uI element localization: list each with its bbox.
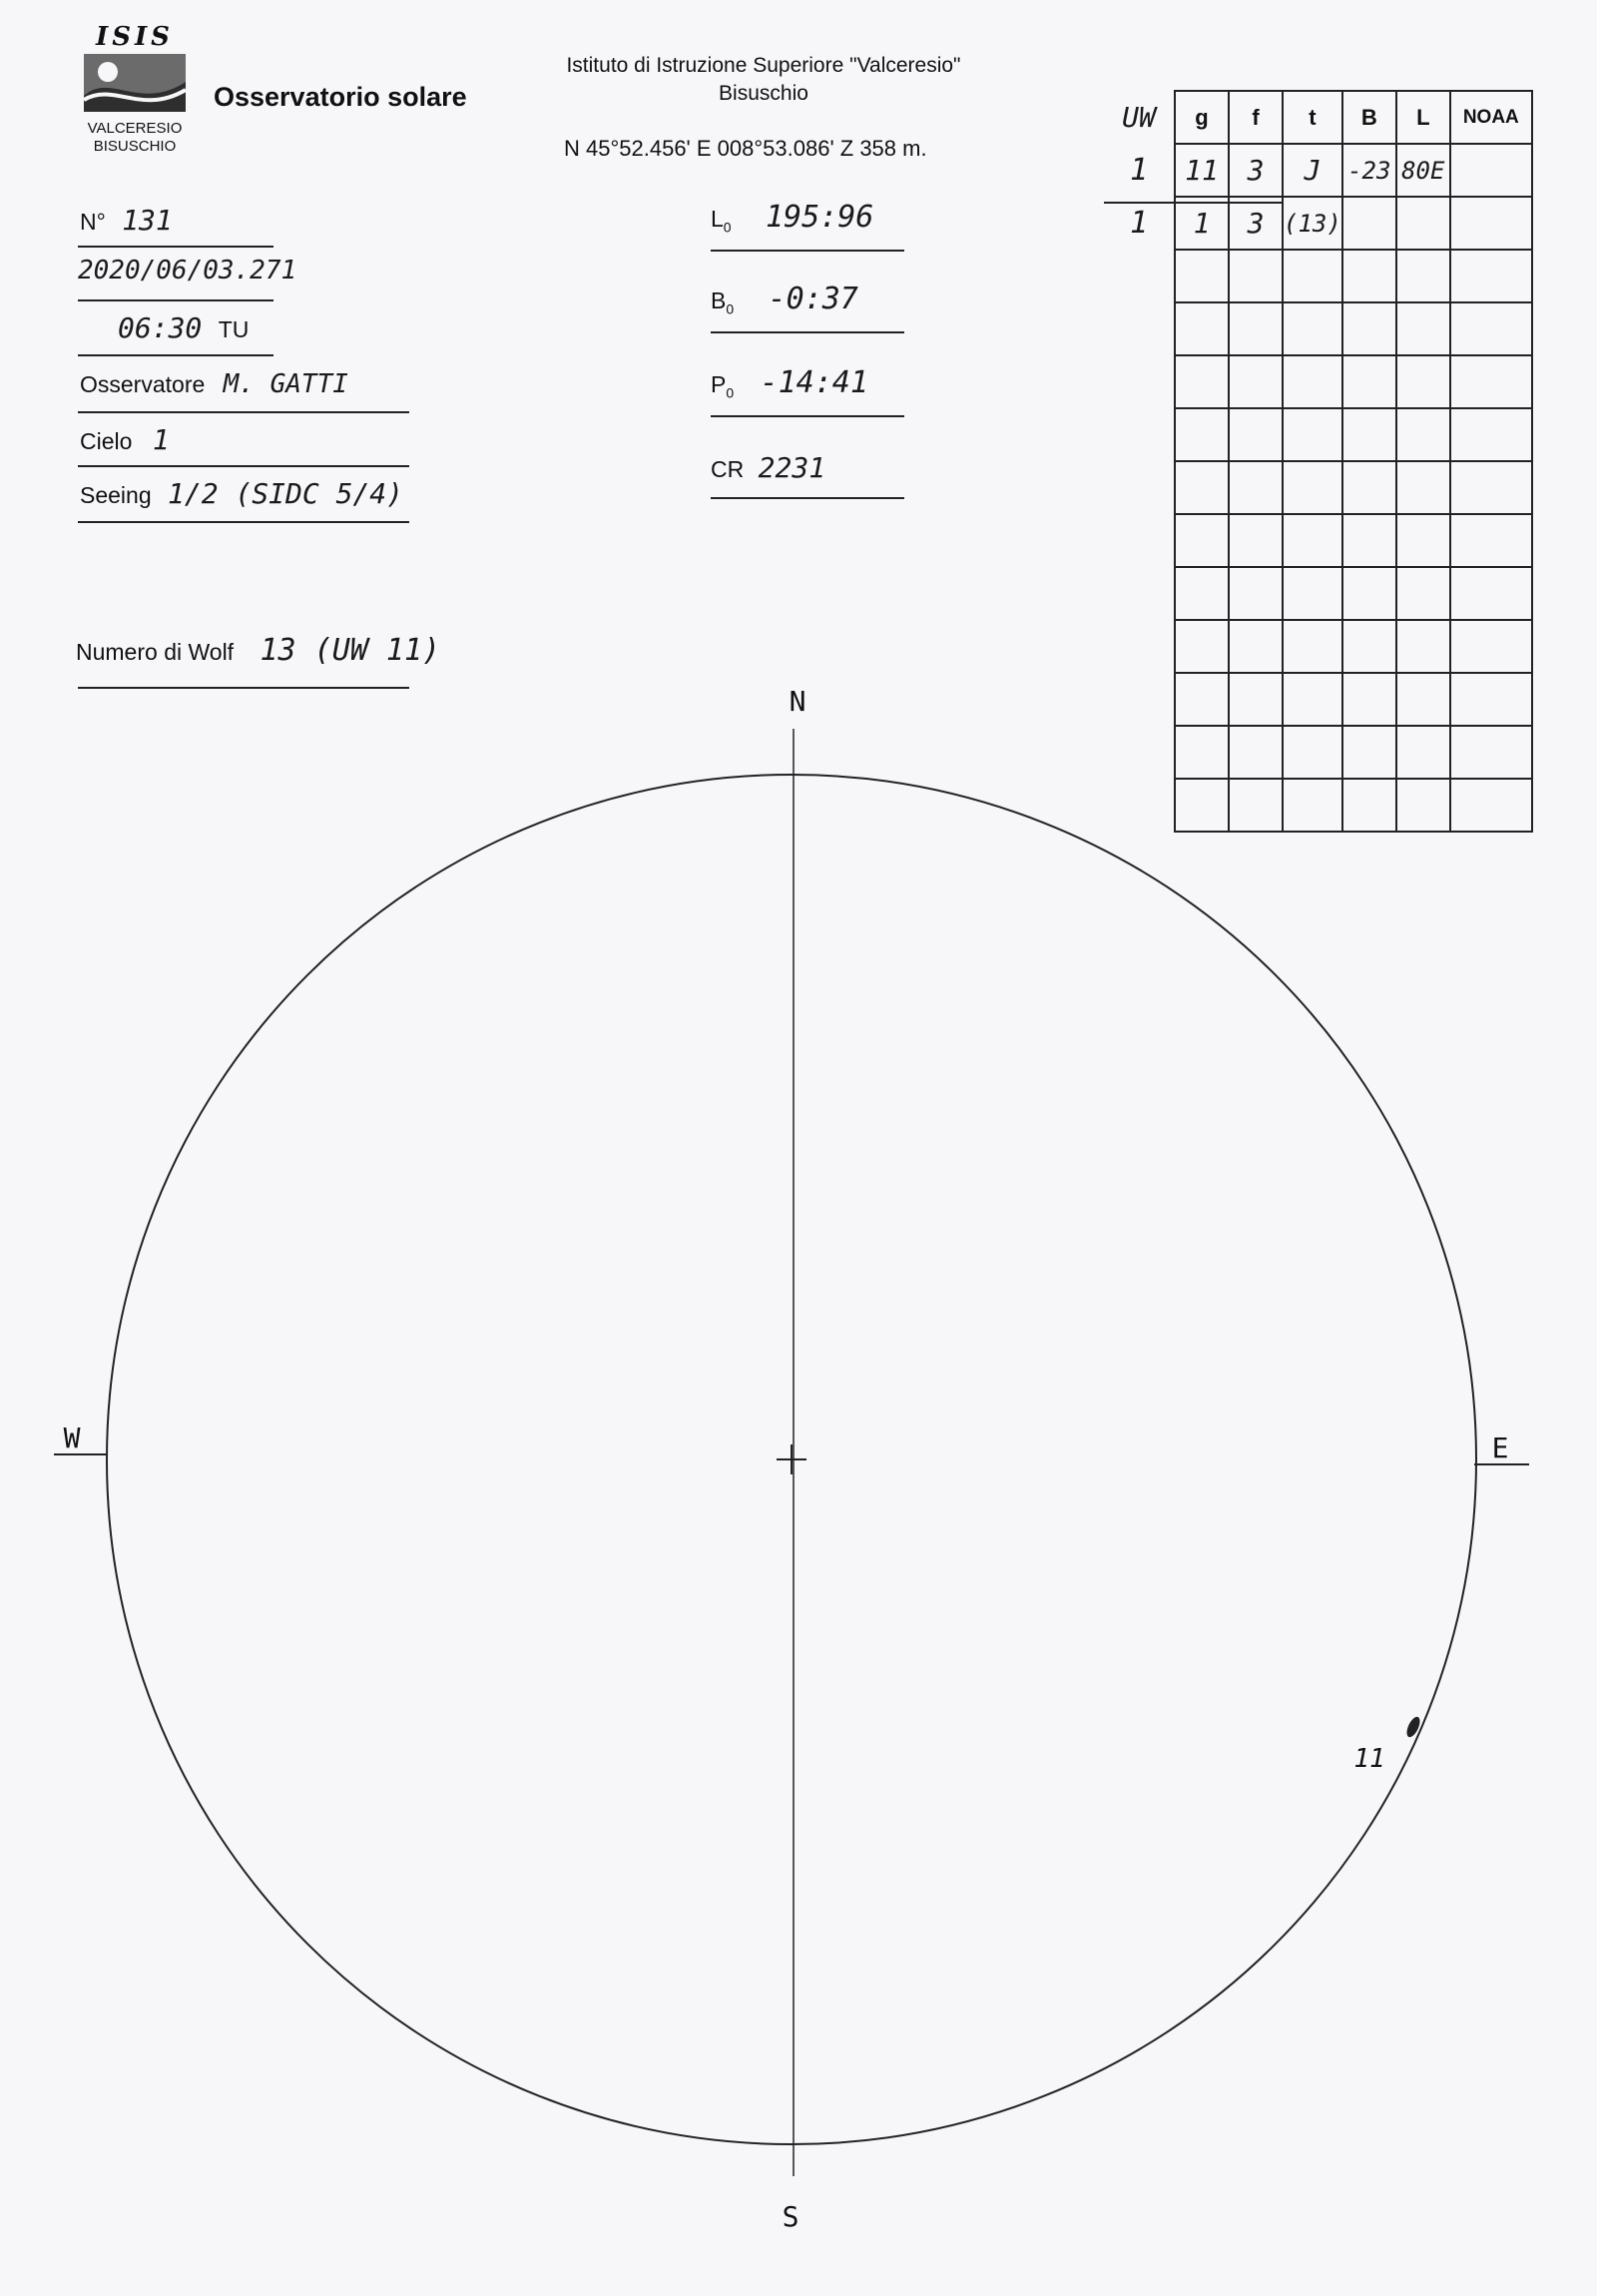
l0-value: 195:96	[765, 200, 874, 235]
table-cell: 3	[1229, 197, 1283, 250]
number-value: 131	[122, 204, 173, 237]
date-value: 2020/06/03.271	[78, 256, 297, 286]
seeing-value: 1/2 (SIDC 5/4)	[168, 477, 404, 510]
south-label: S	[782, 2200, 799, 2233]
institute-town: Bisuschio	[719, 82, 808, 105]
table-cell: 80E	[1396, 144, 1450, 197]
observatory-coordinates: N 45°52.456' E 008°53.086' Z 358 m.	[564, 136, 927, 161]
b0-sub: 0	[726, 300, 735, 317]
logo-caption-2: BISUSCHIO	[93, 138, 177, 155]
header-l: L	[1396, 91, 1450, 144]
west-label: W	[63, 1422, 81, 1454]
logo-caption-1: VALCERESIO	[87, 120, 183, 137]
group-number-label: 11	[1353, 1744, 1385, 1774]
l0-sub: 0	[723, 219, 732, 236]
b0-label: B	[711, 287, 727, 313]
table-cell: (13)	[1283, 197, 1342, 250]
observer-label: Osservatore	[80, 371, 206, 397]
wolf-label: Numero di Wolf	[76, 639, 235, 665]
sunspot-group-11	[1404, 1715, 1422, 1739]
table-cell: -23	[1342, 144, 1396, 197]
cr-label: CR	[711, 456, 745, 482]
p0-label: P	[711, 371, 727, 397]
p0-sub: 0	[726, 384, 735, 401]
wolf-value: 13 (UW 11)	[260, 633, 441, 668]
cr-value: 2231	[758, 451, 826, 484]
table-cell: 1	[1129, 206, 1149, 241]
number-label: N°	[80, 209, 106, 235]
sky-value: 1	[152, 423, 170, 456]
page-title: Osservatorio solare	[214, 82, 467, 112]
header-g: g	[1175, 91, 1229, 144]
header-noaa: NOAA	[1450, 91, 1532, 144]
header-t: t	[1283, 91, 1342, 144]
p0-value: -14:41	[760, 365, 868, 400]
seeing-label: Seeing	[80, 482, 152, 508]
north-label: N	[789, 685, 806, 718]
observer-value: M. GATTI	[223, 369, 348, 399]
institute-name: Istituto di Istruzione Superiore "Valceresio"	[566, 54, 961, 77]
table-cell: 3	[1229, 144, 1283, 197]
table-cell: 11	[1175, 144, 1229, 197]
header-f: f	[1229, 91, 1283, 144]
table-cell: 1	[1129, 153, 1149, 188]
header-b: B	[1342, 91, 1396, 144]
logo-text: ISIS	[96, 22, 174, 52]
table-cell: J	[1283, 144, 1342, 197]
time-unit: TU	[218, 316, 250, 342]
l0-label: L	[711, 206, 724, 232]
b0-value: -0:37	[768, 282, 858, 316]
table-cell: 1	[1175, 197, 1229, 250]
sky-label: Cielo	[80, 428, 133, 454]
time-value: 06:30	[118, 311, 203, 344]
east-label: E	[1491, 1432, 1509, 1464]
header-uw: UW	[1122, 101, 1156, 134]
